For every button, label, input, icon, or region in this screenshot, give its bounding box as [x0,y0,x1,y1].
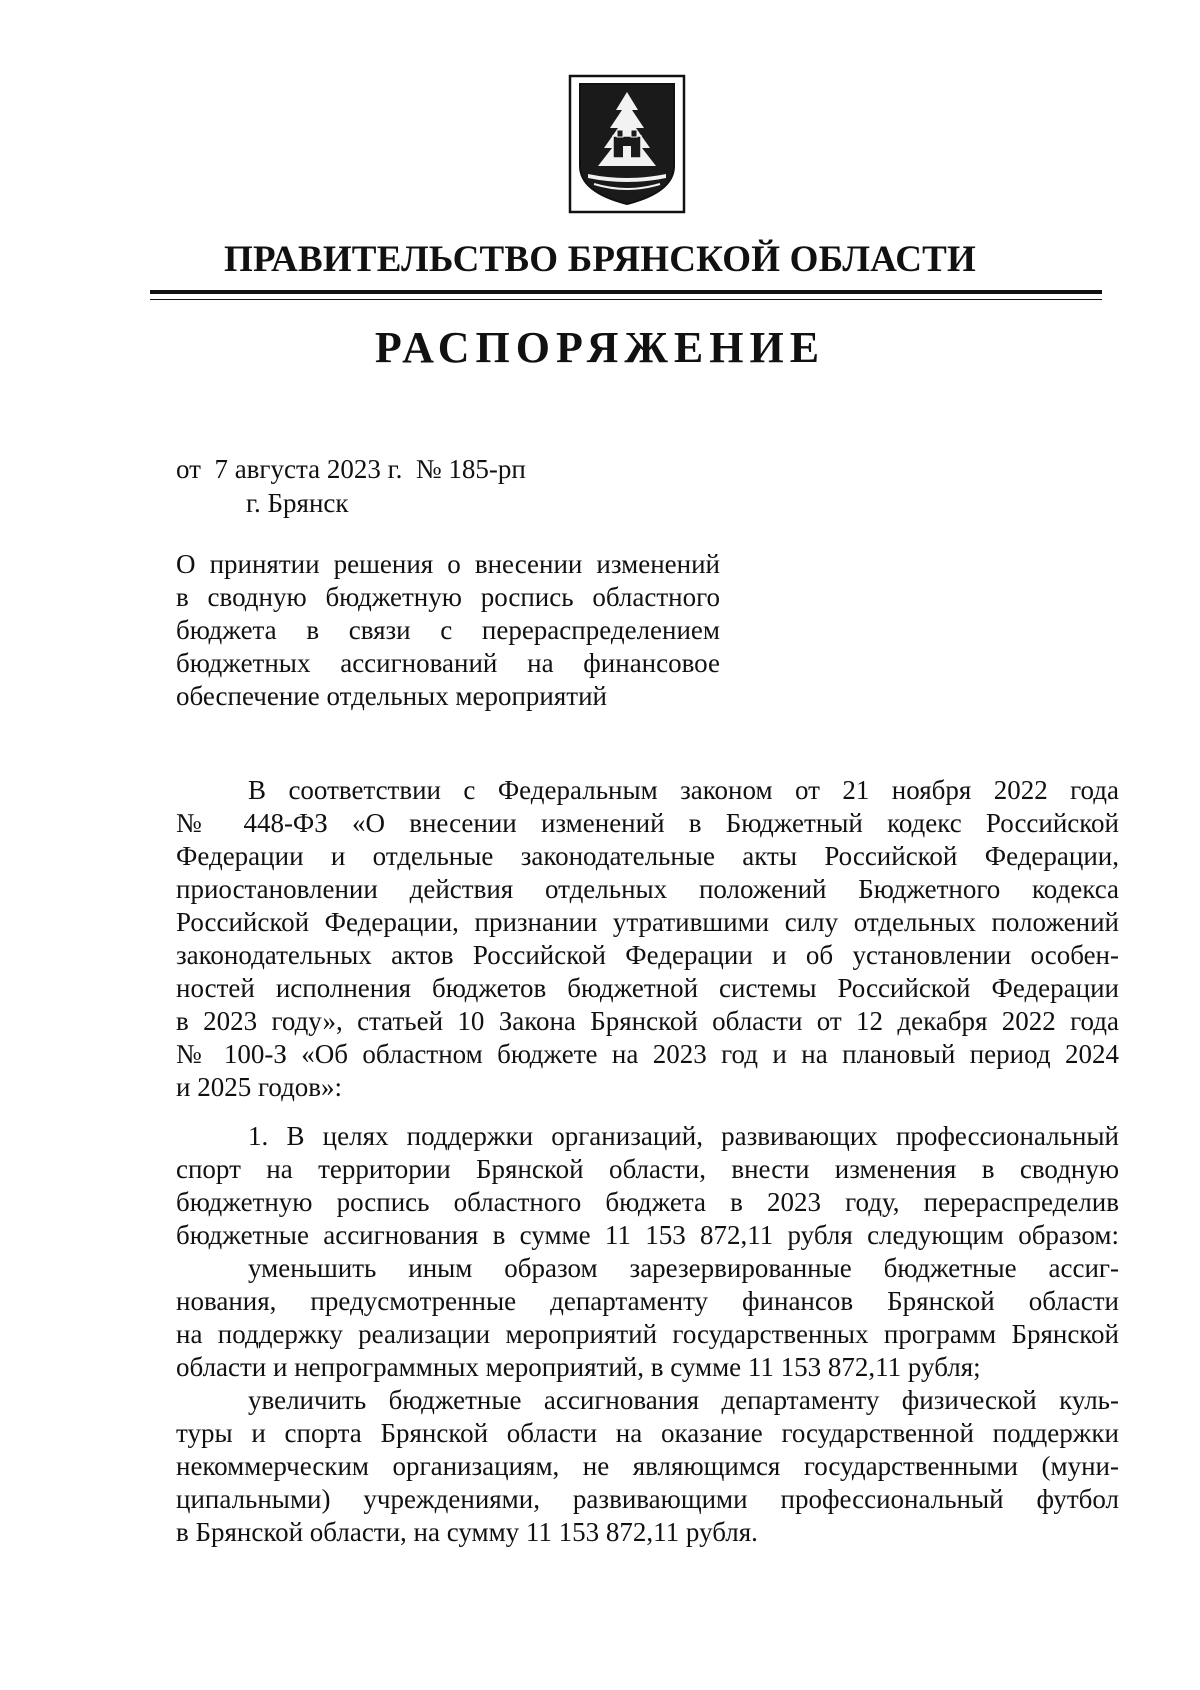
body-line: ностей исполнения бюджетов бюджетной системы Российской Федерации [176,973,1119,1003]
body-line: туры и спорта Брянской области на оказание государственной поддержки [176,1418,1119,1448]
organization-name: ПРАВИТЕЛЬСТВО БРЯНСКОЙ ОБЛАСТИ [223,239,977,280]
header-divider-thin [150,299,1102,300]
paragraph-gap [176,1104,1119,1120]
body-line: 1. В целях поддержки организаций, развивающих профессиональный [248,1121,1119,1151]
subject-line: бюджета в связи с перераспределением [176,615,720,645]
document-body [176,774,1119,1549]
coat-of-arms-icon [568,74,686,214]
body-line: на поддержку реализации мероприятий государственных программ Брянской [176,1319,1119,1349]
body-line: Российской Федерации, признании утратившими силу отдельных положений [176,907,1119,937]
header-divider-thick [150,290,1102,294]
body-line: нования, предусмотренные департаменту финансов Брянской области [176,1286,1119,1316]
body-line: области и непрограммных мероприятий, в сумме 11 153 872,11 рубля; [176,1352,981,1382]
decrease-paragraph [176,1252,1119,1384]
subject-line: обеспечение отдельных мероприятий [176,681,607,711]
body-line: № 100-З «Об областном бюджете на 2023 год и на плановый период 2024 [176,1039,1119,1069]
subject-line: О принятии решения о внесении изменений [176,549,720,579]
body-line: бюджетные ассигнования в сумме 11 153 872,11 рубля следующим образом: [176,1220,1119,1250]
body-line: в Брянской области, на сумму 11 153 872,11 рубля. [176,1517,758,1547]
body-line: Федерации и отдельные законодательные акты Российской Федерации, [176,841,1119,871]
body-line: спорт на территории Брянской области, внести изменения в сводную [176,1154,1119,1184]
body-line: увеличить бюджетные ассигнования департаменту физической куль- [248,1385,1119,1415]
document-type: РАСПОРЯЖЕНИЕ [374,323,826,372]
body-line: законодательных актов Российской Федерации и об установлении особен- [176,940,1119,970]
increase-paragraph [176,1384,1119,1549]
body-line: ципальными) учреждениями, развивающими профессиональный футбол [176,1484,1119,1514]
document-city: г. Брянск [246,488,349,518]
body-line: уменьшить иным образом зарезервированные бюджетные ассиг- [248,1253,1119,1283]
body-line: № 448-ФЗ «О внесении изменений в Бюджетный кодекс Российской [176,808,1119,838]
body-line: и 2025 годов»: [176,1072,343,1102]
document-subject [176,548,720,713]
subject-line: в сводную бюджетную роспись областного [176,582,720,612]
subject-line: бюджетных ассигнований на финансовое [176,648,720,678]
body-line: бюджетную роспись областного бюджета в 2023 году, перераспределив [176,1187,1119,1217]
body-line: приостановлении действия отдельных положений Бюджетного кодекса [176,874,1119,904]
preamble-paragraph [176,774,1119,1104]
body-line: в 2023 году», статьей 10 Закона Брянской области от 12 декабря 2022 года [176,1006,1119,1036]
body-line: В соответствии с Федеральным законом от 21 ноября 2022 года [248,775,1119,805]
item-1-paragraph [176,1120,1119,1252]
document-date-number: от 7 августа 2023 г. № 185-рп [176,454,526,484]
body-line: некоммерческим организациям, не являющимся государственными (муни- [176,1451,1119,1481]
